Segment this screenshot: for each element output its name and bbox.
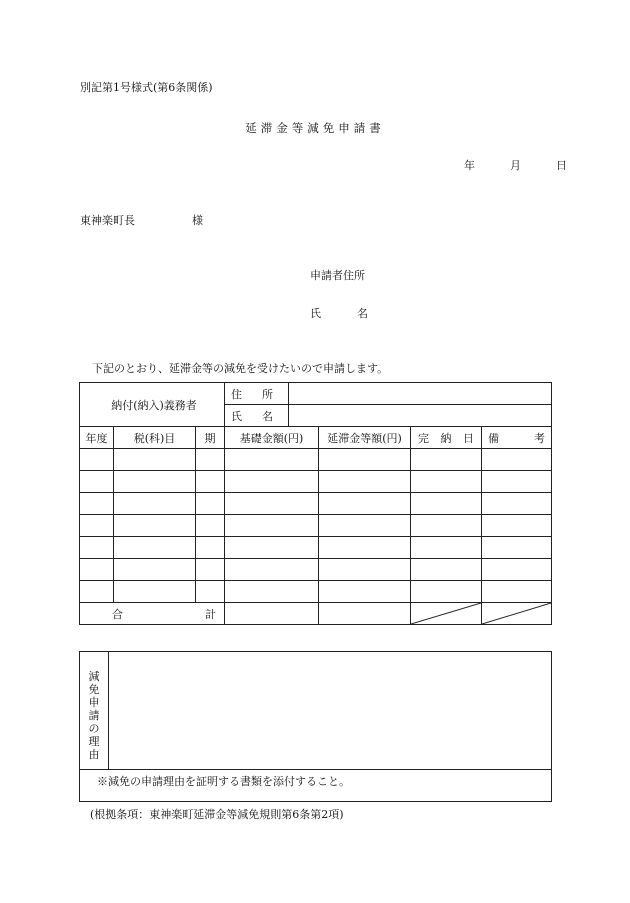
reason-note: ※減免の申請理由を証明する書類を添付すること。 [97,775,350,788]
cell-period[interactable] [196,581,225,603]
addressee-name: 東神楽町長 [80,214,135,227]
obligor-address-row [225,383,552,405]
cell-tax-item[interactable] [114,581,196,603]
cell-delinquency-amount[interactable] [319,537,411,559]
legal-basis: (根拠条項：東神楽町延滞金等減免規則第6条第2項) [90,808,344,821]
table-row [80,581,552,603]
cell-completion-date[interactable] [411,537,482,559]
cell-base-amount[interactable] [225,515,319,537]
cell-delinquency-amount[interactable] [319,449,411,471]
date-day: 日 [556,159,567,172]
cell-remarks[interactable] [482,471,552,493]
applicant-name-label: 氏 名 [310,307,368,320]
honorific: 様 [192,214,203,227]
col-base-amount: 基礎金額(円) [225,427,319,449]
reason-label-cell [80,652,109,769]
col-period: 期 [196,427,225,449]
cell-fiscal-year[interactable] [80,515,114,537]
table-row [80,471,552,493]
table-row [80,559,552,581]
col-delinquency-amount: 延滞金等額(円) [319,427,411,449]
obligor-address-label: 住 所 [225,383,289,404]
total-base-amount[interactable] [225,603,319,625]
cell-tax-item[interactable] [114,471,196,493]
cell-base-amount[interactable] [225,581,319,603]
cell-fiscal-year[interactable] [80,581,114,603]
total-delinquency-amount[interactable] [319,603,411,625]
cell-delinquency-amount[interactable] [319,515,411,537]
reason-label: 減免申請の理由 [88,670,100,761]
date-month: 月 [510,159,521,172]
cell-fiscal-year[interactable] [80,493,114,515]
applicant-block [310,267,368,343]
cell-period[interactable] [196,515,225,537]
cell-fiscal-year[interactable] [80,449,114,471]
cell-tax-item[interactable] [114,515,196,537]
table-row [80,537,552,559]
cell-delinquency-amount[interactable] [319,471,411,493]
table-body [80,449,552,603]
date-year: 年 [464,159,475,172]
cell-completion-date[interactable] [411,471,482,493]
cell-fiscal-year[interactable] [80,471,114,493]
cell-tax-item[interactable] [114,493,196,515]
col-payment-completion-date: 完 納 日 [411,427,482,449]
cell-completion-date[interactable] [411,515,482,537]
cell-delinquency-amount[interactable] [319,581,411,603]
col-remarks: 備 考 [482,427,552,449]
total-completion-date-slashed [411,603,482,625]
cell-remarks[interactable] [482,537,552,559]
cell-base-amount[interactable] [225,449,319,471]
cell-fiscal-year[interactable] [80,537,114,559]
cell-remarks[interactable] [482,515,552,537]
obligor-name-label: 氏 名 [225,405,289,426]
cell-remarks[interactable] [482,581,552,603]
cell-period[interactable] [196,537,225,559]
header-row [80,427,552,449]
cell-remarks[interactable] [482,559,552,581]
intro-text: 下記のとおり、延滞金等の減免を受けたいので申請します。 [92,362,389,375]
obligor-address-field[interactable] [289,383,551,404]
cell-completion-date[interactable] [411,559,482,581]
col-tax-item: 税(科)目 [114,427,196,449]
cell-period[interactable] [196,449,225,471]
table-row [80,449,552,471]
applicant-address-label: 申請者住所 [310,269,365,282]
table-row [80,515,552,537]
total-label: 合 計 [80,603,225,625]
reason-text-area[interactable] [109,652,551,769]
table-row [80,493,552,515]
cell-tax-item[interactable] [114,537,196,559]
cell-period[interactable] [196,493,225,515]
cell-base-amount[interactable] [225,559,319,581]
cell-period[interactable] [196,559,225,581]
cell-delinquency-amount[interactable] [319,559,411,581]
cell-completion-date[interactable] [411,493,482,515]
reason-note-row [80,769,551,802]
detail-table [79,382,552,625]
col-fiscal-year: 年度 [80,427,114,449]
total-row [80,603,552,625]
total-remarks-slashed [482,603,552,625]
cell-completion-date[interactable] [411,449,482,471]
cell-base-amount[interactable] [225,493,319,515]
form-number: 別記第1号様式(第6条関係) [80,81,213,94]
obligor-name-row [225,405,552,427]
cell-remarks[interactable] [482,493,552,515]
cell-base-amount[interactable] [225,537,319,559]
cell-fiscal-year[interactable] [80,559,114,581]
document-title: 延滞金等減免申請書 [245,121,385,135]
cell-period[interactable] [196,471,225,493]
addressee [80,212,203,228]
cell-completion-date[interactable] [411,581,482,603]
cell-tax-item[interactable] [114,559,196,581]
reason-box [79,651,552,802]
date-line [464,157,567,173]
obligor-label: 納付(納入)義務者 [80,383,225,427]
obligor-name-field[interactable] [289,405,551,426]
cell-delinquency-amount[interactable] [319,493,411,515]
cell-base-amount[interactable] [225,471,319,493]
cell-tax-item[interactable] [114,449,196,471]
cell-remarks[interactable] [482,449,552,471]
